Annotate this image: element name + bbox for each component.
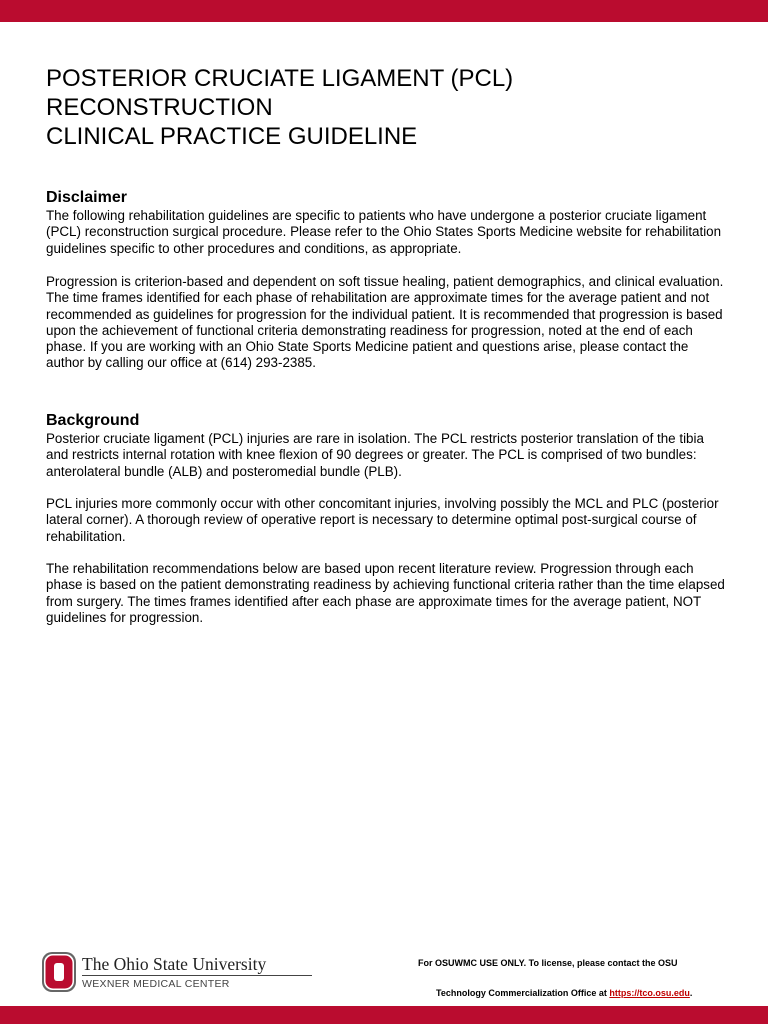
license-line-2-prefix: Technology Commercialization Office at bbox=[436, 988, 610, 998]
page-title bbox=[46, 64, 736, 151]
bottom-brand-bar bbox=[0, 1006, 768, 1024]
title-line-3: CLINICAL PRACTICE GUIDELINE bbox=[46, 123, 418, 150]
background-paragraph-1: Posterior cruciate ligament (PCL) injuries are rare in isolation. The PCL restricts posterior translation of the tibia and restricts internal rotation with knee flexion of 90 degrees or greater. The PCL is comprised of two bundles: anterolateral bundle (ALB) and posteromedial bundle (PLB). bbox=[46, 431, 704, 479]
license-notice-line-2 bbox=[436, 987, 692, 999]
disclaimer-heading: Disclaimer bbox=[46, 189, 127, 206]
disclaimer-paragraph-2: Progression is criterion-based and dependent on soft tissue healing, patient demographics, and clinical evaluation. The time frames identified for each phase of rehabilitation are approximate times for the average patient and not recommended as guidelines for progression for the individual patient. It is recommended that progression is based upon the achievement of functional criteria demonstrating readiness for progression, noted at the end of each phase. If you are working with an Ohio State Sports Medicine patient and questions arise, please contact the author by calling our office at (614) 293-2385. bbox=[46, 274, 724, 371]
background-heading: Background bbox=[46, 412, 140, 429]
medical-center-name: WEXNER MEDICAL CENTER bbox=[82, 978, 230, 990]
license-line-2-suffix: . bbox=[689, 988, 693, 998]
footer-rule bbox=[82, 975, 312, 976]
top-brand-bar bbox=[0, 0, 768, 22]
background-paragraph-3: The rehabilitation recommendations below are based upon recent literature review. Progression through each phase is based on the patient demonstrating readiness by achieving functional criteria rather than the time elapsed from surgery. The times frames identified after each phase are approximate times for the average patient, NOT guidelines for progression. bbox=[46, 561, 725, 625]
disclaimer-paragraph-1: The following rehabilitation guidelines are specific to patients who have undergone a posterior cruciate ligament (PCL) reconstruction surgical procedure. Please refer to the Ohio States Sports Medicine website for rehabilitation guidelines specific to other procedures and conditions, as appropriate. bbox=[46, 208, 722, 256]
tco-link[interactable]: https://tco.osu.edu bbox=[609, 988, 690, 998]
title-line-1: POSTERIOR CRUCIATE LIGAMENT (PCL) bbox=[46, 65, 514, 92]
title-line-2: RECONSTRUCTION bbox=[46, 94, 273, 121]
osu-block-o-logo-icon bbox=[41, 951, 77, 993]
background-paragraph-2: PCL injuries more commonly occur with other concomitant injuries, involving possibly the MCL and PLC (posterior lateral corner). A thorough review of operative report is necessary to determine optimal post-surgical course of rehabilitation. bbox=[46, 496, 719, 544]
university-name: The Ohio State University bbox=[82, 954, 267, 974]
license-notice-line-1: For OSUWMC USE ONLY. To license, please contact the OSU bbox=[418, 958, 678, 968]
